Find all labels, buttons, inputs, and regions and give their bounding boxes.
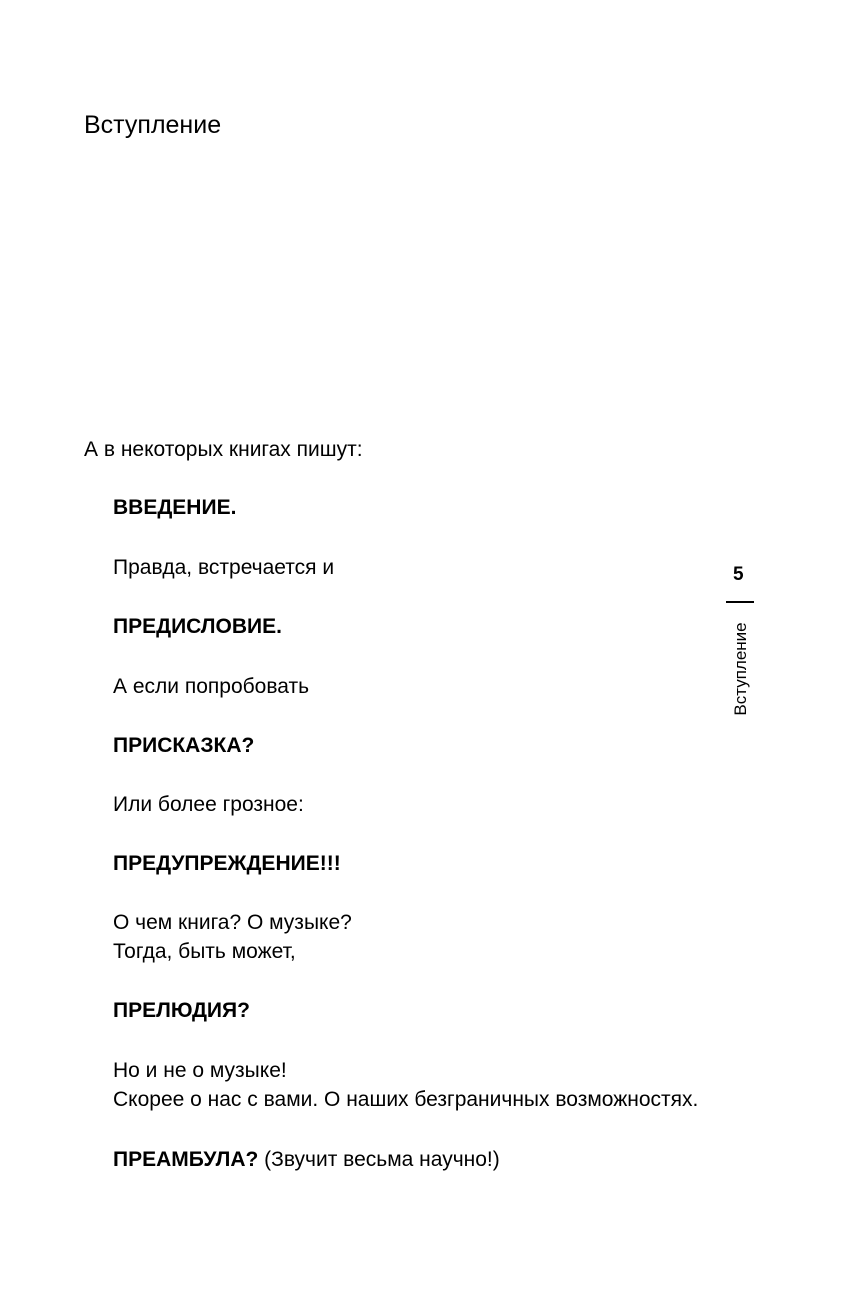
heading-predislovie: ПРЕДИСЛОВИЕ. <box>113 615 282 638</box>
preambula-remark: (Звучит весьма научно!) <box>258 1148 500 1171</box>
paragraph-5-line-1: Но и не о музыке! <box>113 1059 287 1082</box>
paragraph-5 <box>113 1056 698 1114</box>
heading-vvedenie: ВВЕДЕНИЕ. <box>113 496 237 519</box>
paragraph-3: Или более грозное: <box>113 793 304 816</box>
paragraph-2: А если попробовать <box>113 675 310 698</box>
running-head-divider <box>726 601 754 603</box>
page-number: 5 <box>733 564 744 585</box>
paragraph-1: Правда, встречается и <box>113 556 335 579</box>
heading-preambula: ПРЕАМБУЛА? <box>113 1148 259 1171</box>
paragraph-6 <box>113 1145 500 1174</box>
paragraph-4 <box>113 908 352 966</box>
heading-priskazka: ПРИСКАЗКА? <box>113 734 255 757</box>
paragraph-4-line-2: Тогда, быть может, <box>113 940 296 963</box>
heading-preduprezhdenie: ПРЕДУПРЕЖДЕНИЕ!!! <box>113 852 341 875</box>
running-head-section: Вступление <box>731 622 750 716</box>
intro-paragraph: А в некоторых книгах пишут: <box>84 438 363 461</box>
chapter-title: Вступление <box>84 111 222 139</box>
paragraph-4-line-1: О чем книга? О музыке? <box>113 911 352 934</box>
paragraph-5-line-2: Скорее о нас с вами. О наших безграничных возможностях. <box>113 1088 699 1111</box>
heading-prelyudiya: ПРЕЛЮДИЯ? <box>113 999 250 1022</box>
